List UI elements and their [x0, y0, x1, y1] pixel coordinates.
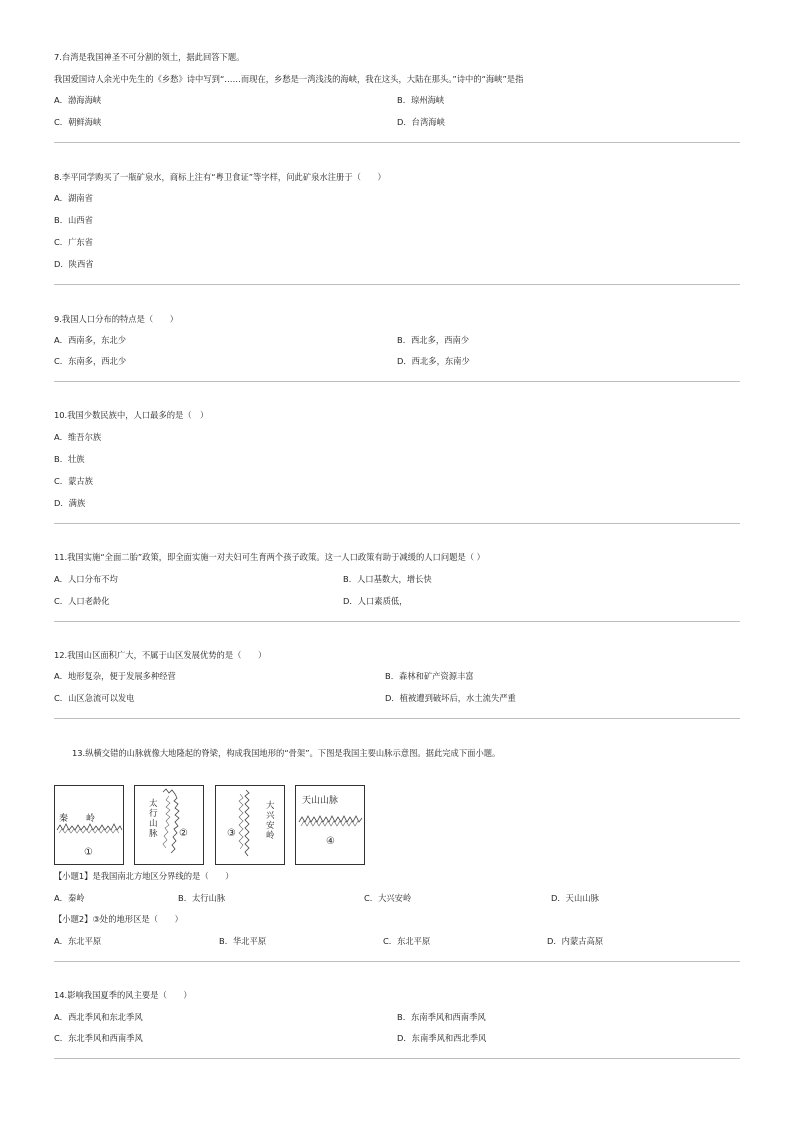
separator: [54, 523, 740, 524]
separator: [54, 621, 740, 622]
figure-number-3: ③: [227, 828, 236, 839]
q14-option-b[interactable]: B．东南季风和西南季风: [397, 1012, 486, 1022]
q13-sub2-option-b[interactable]: B．华北平原: [219, 936, 267, 946]
q7-option-b[interactable]: B．琼州海峡: [397, 95, 445, 105]
q13-sub1-option-c[interactable]: C．大兴安岭: [364, 893, 412, 903]
q9-option-b[interactable]: B．西北多，西南少: [397, 335, 470, 345]
figure-number-4: ④: [326, 836, 335, 847]
figure-number-2: ②: [179, 828, 188, 839]
mountain-figure-qinling: [54, 785, 124, 865]
q11-option-a[interactable]: A．人口分布不均: [54, 574, 118, 584]
q13-stem: 13.纵横交错的山脉就像大地隆起的脊梁，构成我国地形的“骨架”。下图是我国主要山脉示意图。据此完成下面小题。: [72, 748, 501, 758]
mountain-label-daxinganling: 大兴安岭: [266, 801, 275, 841]
q13-sub2-option-c[interactable]: C．东北平原: [383, 936, 431, 946]
q8-option-b[interactable]: B．山西省: [54, 215, 93, 225]
q9-option-d[interactable]: D．西北多，东南少: [397, 356, 470, 366]
q8-option-a[interactable]: A．湖南省: [54, 193, 93, 203]
q13-sub1-option-a[interactable]: A．秦岭: [54, 893, 85, 903]
q10-option-b[interactable]: B．壮族: [54, 454, 85, 464]
q11-option-c[interactable]: C．人口老龄化: [54, 596, 110, 606]
mountain-label-taihang: 太行山脉: [149, 799, 158, 839]
mountain-figure-daxinganling: [215, 785, 285, 865]
q13-sub1-stem: 【小题1】是我国南北方地区分界线的是（ ）: [54, 871, 234, 881]
q14-stem: 14.影响我国夏季的风主要是（ ）: [54, 990, 192, 1000]
q10-stem: 10.我国少数民族中，人口最多的是（ ）: [54, 410, 209, 420]
q9-option-c[interactable]: C．东南多，西北少: [54, 356, 127, 366]
q13-sub2-option-a[interactable]: A．东北平原: [54, 936, 102, 946]
mountain-label-tianshan: 天山山脉: [302, 796, 339, 806]
separator: [54, 142, 740, 143]
q12-option-b[interactable]: B．森林和矿产资源丰富: [385, 671, 474, 681]
mountain-figure-tianshan: [295, 785, 365, 865]
q11-option-b[interactable]: B．人口基数大，增长快: [343, 574, 432, 584]
q12-option-d[interactable]: D．植被遭到破坏后，水土流失严重: [385, 693, 516, 703]
q13-sub1-option-b[interactable]: B．太行山脉: [178, 893, 226, 903]
mountain-label-qinling: 秦 岭: [59, 814, 96, 824]
separator: [54, 961, 740, 962]
q11-stem: 11.我国实施“全面二胎”政策，即全面实施一对夫妇可生育两个孩子政策。这一人口政策有助于减缓的人口问题是（ ）: [54, 552, 485, 562]
q8-option-c[interactable]: C．广东省: [54, 237, 93, 247]
separator: [54, 284, 740, 285]
q13-sub2-option-d[interactable]: D．内蒙古高原: [547, 936, 604, 946]
q14-option-c[interactable]: C．东北季风和西南季风: [54, 1033, 143, 1043]
q12-stem: 12.我国山区面积广大，不属于山区发展优势的是（ ）: [54, 650, 267, 660]
q10-option-c[interactable]: C．蒙古族: [54, 476, 93, 486]
q7-text: 我国爱国诗人余光中先生的《乡愁》诗中写到“……而现在，乡愁是一湾浅浅的海峡，我在这头，大陆在那头。”诗中的“海峡”是指: [54, 74, 524, 84]
separator: [54, 718, 740, 719]
q14-option-d[interactable]: D．东南季风和西北季风: [397, 1033, 487, 1043]
q7-option-c[interactable]: C．朝鲜海峡: [54, 117, 102, 127]
q11-option-d[interactable]: D．人口素质低，: [343, 596, 408, 606]
q13-sub2-stem: 【小题2】③处的地形区是（ ）: [54, 914, 183, 924]
q14-option-a[interactable]: A．西北季风和东北季风: [54, 1012, 143, 1022]
q10-option-d[interactable]: D．满族: [54, 498, 86, 508]
q12-option-c[interactable]: C．山区急流可以发电: [54, 693, 135, 703]
q8-stem: 8.李平同学购买了一瓶矿泉水，商标上注有“粤卫食证”等字样，问此矿泉水注册于（ ）: [54, 172, 386, 182]
q9-stem: 9.我国人口分布的特点是（ ）: [54, 314, 179, 324]
q9-option-a[interactable]: A．西南多，东北少: [54, 335, 127, 345]
separator: [54, 1058, 740, 1059]
mountain-figure-taihang: [134, 785, 204, 865]
q13-sub1-option-d[interactable]: D．天山山脉: [551, 893, 599, 903]
q7-stem: 7.台湾是我国神圣不可分割的领土，据此回答下题。: [54, 52, 245, 62]
separator: [54, 381, 740, 382]
q12-option-a[interactable]: A．地形复杂，便于发展多种经营: [54, 671, 176, 681]
figure-number-1: ①: [84, 847, 93, 858]
q7-option-a[interactable]: A．渤海海峡: [54, 95, 102, 105]
q8-option-d[interactable]: D．陕西省: [54, 259, 94, 269]
mountain-range-drawing: [135, 786, 203, 864]
q7-option-d[interactable]: D．台湾海峡: [397, 117, 445, 127]
q10-option-a[interactable]: A．维吾尔族: [54, 432, 102, 442]
